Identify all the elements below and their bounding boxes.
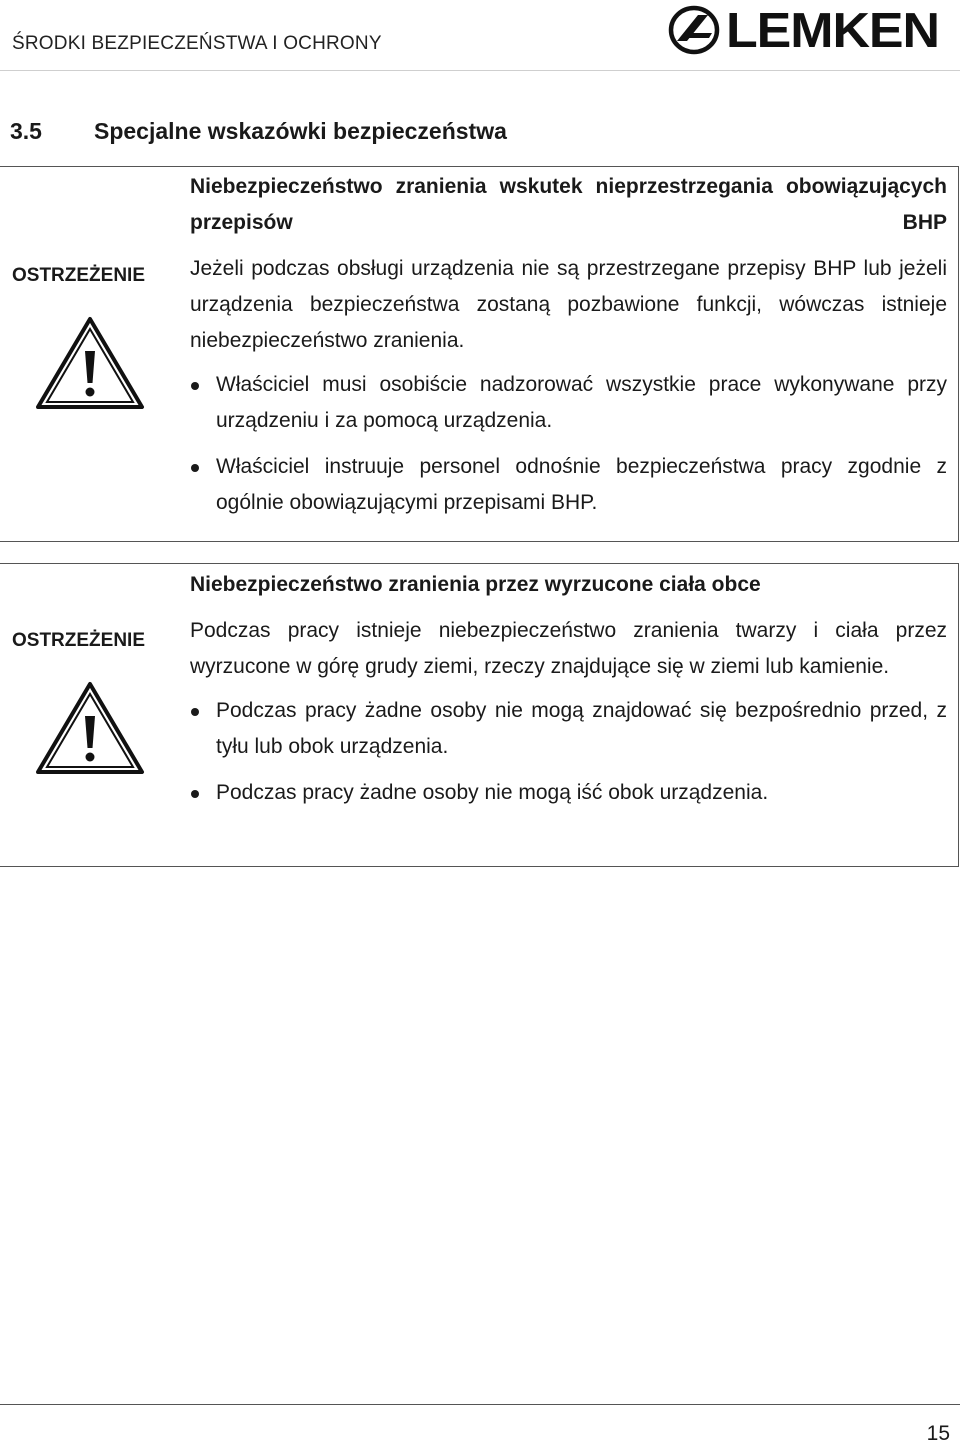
warning-title: Niebezpieczeństwo zranienia wskutek nieprzestrzegania obowiązujących przepisów BHP (190, 175, 947, 234)
bullet-item: Właściciel musi osobiście nadzorować wszystkie prace wykonywane przy urządzeniu i za pomocą urządzenia. (190, 367, 947, 439)
logo-text: LEMKEN (726, 4, 939, 58)
warning-triangle-icon (34, 315, 146, 411)
warning-content (190, 169, 947, 531)
bullet-item: Właściciel instruuje personel odnośnie bezpieczeństwa pracy zgodnie z ogólnie obowiązującymi przepisami BHP. (190, 449, 947, 521)
header-title: ŚRODKI BEZPIECZEŃSTWA I OCHRONY (12, 33, 382, 54)
section-title: Specjalne wskazówki bezpieczeństwa (94, 118, 507, 144)
section-heading (10, 118, 507, 145)
warning-box (0, 563, 959, 867)
header-divider (0, 70, 960, 71)
warning-text: Podczas pracy istnieje niebezpieczeństwo zranienia twarzy i ciała przez wyrzucone w górę grudy ziemi, rzeczy znajdujące się w ziemi lub kamienie. (190, 619, 947, 678)
warning-label: OSTRZEŻENIE (12, 265, 146, 286)
warning-box (0, 166, 959, 542)
bullet-item: Podczas pracy żadne osoby nie mogą iść obok urządzenia. (190, 775, 947, 811)
warning-bullet-list (190, 693, 947, 811)
warning-triangle-icon (34, 680, 146, 776)
warning-content (190, 567, 947, 821)
warning-label: OSTRZEŻENIE (12, 630, 146, 651)
bullet-item: Podczas pracy żadne osoby nie mogą znajdować się bezpośrednio przed, z tyłu lub obok urządzenia. (190, 693, 947, 765)
footer-divider (0, 1404, 960, 1405)
warning-text: Jeżeli podczas obsługi urządzenia nie są przestrzegane przepisy BHP lub jeżeli urządzenia bezpieczeństwa zostaną pozbawione funkcji, wówczas istnieje niebezpieczeństwo zranienia. (190, 257, 947, 352)
lemken-logo (668, 2, 948, 60)
lemken-emblem-icon (668, 4, 720, 56)
page-number: 15 (926, 1422, 950, 1445)
warning-title: Niebezpieczeństwo zranienia przez wyrzucone ciała obce (190, 573, 761, 596)
warning-bullet-list (190, 367, 947, 521)
section-number: 3.5 (10, 118, 42, 144)
